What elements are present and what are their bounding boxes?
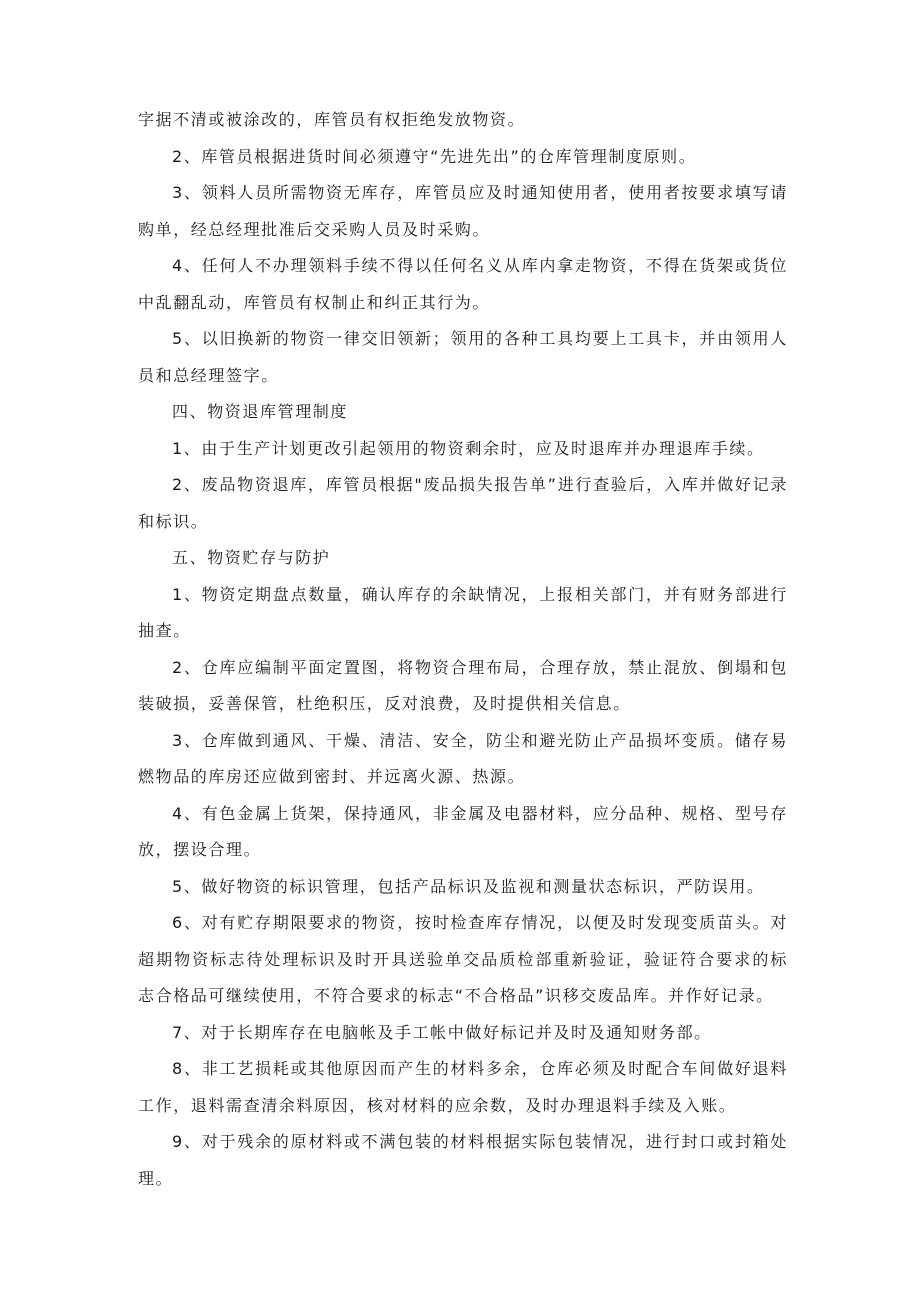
paragraph-item-2-fifo: 2、库管员根据进货时间必须遵守“先进先出”的仓库管理制度原则。 (172, 146, 697, 166)
paragraph-storage-item-8: 8、非工艺损耗或其他原因而产生的材料多余，仓库必须及时配合车间做好退料工作，退料需查清余料原因，核对材料的应余数，及时办理退料手续及入账。 (138, 1059, 788, 1115)
paragraph-item-3-purchase: 3、领料人员所需物资无库存，库管员应及时通知使用者，使用者按要求填写请购单，经总经理批准后交采购人员及时采购。 (138, 183, 788, 239)
paragraph-item-5-exchange: 5、以旧换新的物资一律交旧领新；领用的各种工具均要上工具卡，并由领用人员和总经理签字。 (138, 329, 788, 385)
paragraph-storage-item-3: 3、仓库做到通风、干燥、清洁、安全，防尘和避光防止产品损坏变质。储存易燃物品的库房还应做到密封、并远离火源、热源。 (138, 730, 788, 786)
document-body (138, 102, 788, 1197)
paragraph-storage-item-6: 6、对有贮存期限要求的物资，按时检查库存情况，以便及时发现变质苗头。对超期物资标志待处理标识及时开具送验单交品质检部重新验证，验证符合要求的标志合格品可继续使用，不符合要求的标志“不合格品”识移交废品库。并作好记录。 (138, 913, 788, 1005)
paragraph-continuation: 字据不清或被涂改的，库管员有权拒绝发放物资。 (138, 110, 526, 129)
paragraph-return-item-1: 1、由于生产计划更改引起领用的物资剩余时，应及时退库并办理退库手续。 (172, 438, 765, 458)
section-heading-storage: 五、物资贮存与防护 (172, 548, 331, 567)
paragraph-storage-item-5: 5、做好物资的标识管理，包括产品标识及监视和测量状态标识，严防误用。 (172, 876, 765, 896)
paragraph-return-item-2: 2、废品物资退库，库管员根据"废品损失报告单”进行查验后，入库并做好记录和标识。 (138, 475, 788, 531)
paragraph-storage-item-7: 7、对于长期库存在电脑帐及手工帐中做好标记并及时及通知财务部。 (172, 1022, 712, 1042)
paragraph-storage-item-1: 1、物资定期盘点数量，确认库存的余缺情况，上报相关部门，并有财务部进行抽查。 (138, 584, 788, 640)
paragraph-item-4-procedure: 4、任何人不办理领料手续不得以任何名义从库内拿走物资，不得在货架或货位中乱翻乱动，库管员有权制止和纠正其行为。 (138, 256, 788, 312)
section-heading-return: 四、物资退库管理制度 (172, 402, 349, 421)
paragraph-storage-item-2: 2、仓库应编制平面定置图，将物资合理布局，合理存放，禁止混放、倒塌和包装破损，妥善保管，杜绝积压，反对浪费，及时提供相关信息。 (138, 657, 788, 713)
paragraph-storage-item-4: 4、有色金属上货架，保持通风，非金属及电器材料，应分品种、规格、型号存放，摆设合理。 (138, 803, 788, 859)
paragraph-storage-item-9: 9、对于残余的原材料或不满包装的材料根据实际包装情况，进行封口或封箱处理。 (138, 1132, 788, 1188)
